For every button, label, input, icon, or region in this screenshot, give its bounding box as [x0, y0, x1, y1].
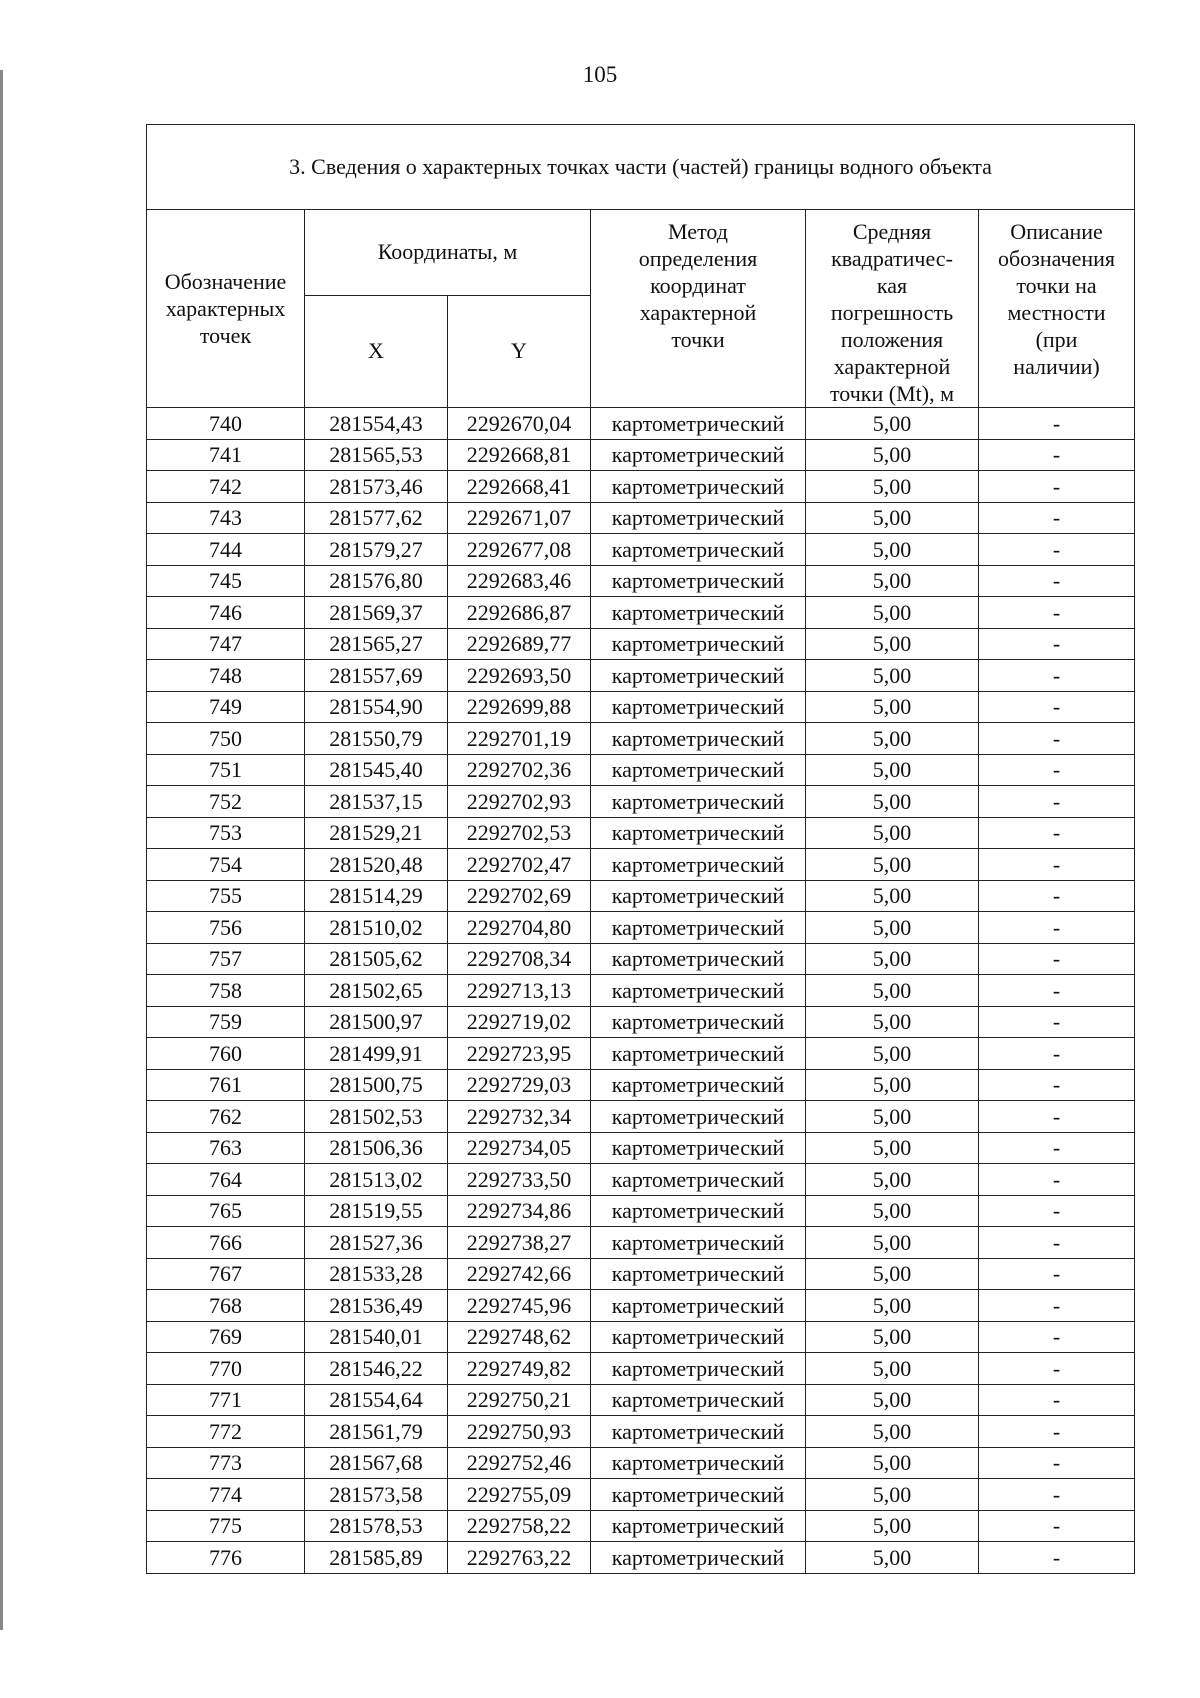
- table-row: [147, 502, 1135, 534]
- method-cell: картометрический: [591, 1321, 806, 1353]
- table-row: [147, 786, 1135, 818]
- x-cell: 281579,27: [305, 534, 448, 566]
- point-cell: 751: [147, 754, 305, 786]
- x-cell: 281527,36: [305, 1227, 448, 1259]
- method-cell: картометрический: [591, 912, 806, 944]
- point-cell: 769: [147, 1321, 305, 1353]
- method-cell: картометрический: [591, 565, 806, 597]
- x-cell: 281578,53: [305, 1510, 448, 1542]
- header-accuracy-line: характерной: [833, 354, 951, 379]
- point-cell: 756: [147, 912, 305, 944]
- accuracy-cell: 5,00: [806, 597, 979, 629]
- header-y: Y: [448, 295, 591, 407]
- description-cell: -: [979, 723, 1135, 755]
- accuracy-cell: 5,00: [806, 439, 979, 471]
- accuracy-cell: 5,00: [806, 912, 979, 944]
- y-cell: 2292755,09: [448, 1479, 591, 1511]
- description-cell: -: [979, 691, 1135, 723]
- x-cell: 281577,62: [305, 502, 448, 534]
- table-body: [147, 408, 1135, 1574]
- method-cell: картометрический: [591, 1542, 806, 1574]
- method-cell: картометрический: [591, 1006, 806, 1038]
- accuracy-cell: 5,00: [806, 1101, 979, 1133]
- y-cell: 2292758,22: [448, 1510, 591, 1542]
- header-accuracy-line: квадратичес-: [831, 246, 953, 271]
- table-row: [147, 534, 1135, 566]
- x-cell: 281546,22: [305, 1353, 448, 1385]
- y-cell: 2292699,88: [448, 691, 591, 723]
- x-cell: 281545,40: [305, 754, 448, 786]
- method-cell: картометрический: [591, 1164, 806, 1196]
- table-row: [147, 1101, 1135, 1133]
- description-cell: -: [979, 502, 1135, 534]
- table-row: [147, 471, 1135, 503]
- description-cell: -: [979, 880, 1135, 912]
- description-cell: -: [979, 1132, 1135, 1164]
- point-cell: 773: [147, 1447, 305, 1479]
- x-cell: 281510,02: [305, 912, 448, 944]
- point-cell: 752: [147, 786, 305, 818]
- accuracy-cell: 5,00: [806, 628, 979, 660]
- y-cell: 2292693,50: [448, 660, 591, 692]
- accuracy-cell: 5,00: [806, 1542, 979, 1574]
- accuracy-cell: 5,00: [806, 1510, 979, 1542]
- description-cell: -: [979, 1353, 1135, 1385]
- accuracy-cell: 5,00: [806, 880, 979, 912]
- description-cell: -: [979, 975, 1135, 1007]
- point-cell: 748: [147, 660, 305, 692]
- header-designation-line: точек: [199, 323, 252, 348]
- method-cell: картометрический: [591, 691, 806, 723]
- x-cell: 281529,21: [305, 817, 448, 849]
- y-cell: 2292763,22: [448, 1542, 591, 1574]
- method-cell: картометрический: [591, 975, 806, 1007]
- point-cell: 749: [147, 691, 305, 723]
- y-cell: 2292702,69: [448, 880, 591, 912]
- header-accuracy: [806, 210, 979, 408]
- method-cell: картометрический: [591, 534, 806, 566]
- boundary-points-table: [146, 124, 1135, 1574]
- accuracy-cell: 5,00: [806, 1321, 979, 1353]
- table-row: [147, 1447, 1135, 1479]
- point-cell: 753: [147, 817, 305, 849]
- accuracy-cell: 5,00: [806, 1384, 979, 1416]
- method-cell: картометрический: [591, 1479, 806, 1511]
- header-accuracy-line: погрешность: [830, 300, 954, 325]
- point-cell: 763: [147, 1132, 305, 1164]
- table-row: [147, 817, 1135, 849]
- description-cell: -: [979, 1101, 1135, 1133]
- y-cell: 2292704,80: [448, 912, 591, 944]
- x-cell: 281499,91: [305, 1038, 448, 1070]
- accuracy-cell: 5,00: [806, 1416, 979, 1448]
- description-cell: -: [979, 471, 1135, 503]
- y-cell: 2292689,77: [448, 628, 591, 660]
- table-row: [147, 1038, 1135, 1070]
- x-cell: 281550,79: [305, 723, 448, 755]
- method-cell: картометрический: [591, 502, 806, 534]
- table-row: [147, 1258, 1135, 1290]
- y-cell: 2292732,34: [448, 1101, 591, 1133]
- accuracy-cell: 5,00: [806, 786, 979, 818]
- description-cell: -: [979, 1227, 1135, 1259]
- description-cell: -: [979, 408, 1135, 440]
- scan-edge-mark: [0, 70, 3, 1630]
- point-cell: 742: [147, 471, 305, 503]
- description-cell: -: [979, 1069, 1135, 1101]
- description-cell: -: [979, 1384, 1135, 1416]
- header-accuracy-line: точки (Mt), м: [829, 381, 955, 406]
- y-cell: 2292752,46: [448, 1447, 591, 1479]
- header-description-line: (при: [1035, 327, 1078, 352]
- y-cell: 2292683,46: [448, 565, 591, 597]
- point-cell: 770: [147, 1353, 305, 1385]
- method-cell: картометрический: [591, 408, 806, 440]
- description-cell: -: [979, 1542, 1135, 1574]
- accuracy-cell: 5,00: [806, 502, 979, 534]
- point-cell: 741: [147, 439, 305, 471]
- header-description-line: Описание: [1010, 219, 1103, 244]
- accuracy-cell: 5,00: [806, 1164, 979, 1196]
- method-cell: картометрический: [591, 660, 806, 692]
- description-cell: -: [979, 1258, 1135, 1290]
- point-cell: 767: [147, 1258, 305, 1290]
- accuracy-cell: 5,00: [806, 1479, 979, 1511]
- table-row: [147, 408, 1135, 440]
- method-cell: картометрический: [591, 880, 806, 912]
- header-description-line: точки на: [1016, 273, 1097, 298]
- y-cell: 2292668,41: [448, 471, 591, 503]
- accuracy-cell: 5,00: [806, 1038, 979, 1070]
- y-cell: 2292733,50: [448, 1164, 591, 1196]
- x-cell: 281573,58: [305, 1479, 448, 1511]
- accuracy-cell: 5,00: [806, 943, 979, 975]
- table-row: [147, 975, 1135, 1007]
- x-cell: 281536,49: [305, 1290, 448, 1322]
- x-cell: 281502,53: [305, 1101, 448, 1133]
- method-cell: картометрический: [591, 1069, 806, 1101]
- header-designation: [147, 210, 305, 408]
- table-row: [147, 1132, 1135, 1164]
- description-cell: -: [979, 628, 1135, 660]
- description-cell: -: [979, 754, 1135, 786]
- header-description-line: местности: [1007, 300, 1106, 325]
- description-cell: -: [979, 1479, 1135, 1511]
- accuracy-cell: 5,00: [806, 1353, 979, 1385]
- x-cell: 281554,43: [305, 408, 448, 440]
- accuracy-cell: 5,00: [806, 1006, 979, 1038]
- y-cell: 2292734,05: [448, 1132, 591, 1164]
- table-row: [147, 1353, 1135, 1385]
- description-cell: -: [979, 1038, 1135, 1070]
- table-row: [147, 660, 1135, 692]
- x-cell: 281540,01: [305, 1321, 448, 1353]
- accuracy-cell: 5,00: [806, 1447, 979, 1479]
- y-cell: 2292734,86: [448, 1195, 591, 1227]
- x-cell: 281533,28: [305, 1258, 448, 1290]
- x-cell: 281505,62: [305, 943, 448, 975]
- table-row: [147, 723, 1135, 755]
- method-cell: картометрический: [591, 1258, 806, 1290]
- x-cell: 281585,89: [305, 1542, 448, 1574]
- x-cell: 281557,69: [305, 660, 448, 692]
- description-cell: -: [979, 534, 1135, 566]
- method-cell: картометрический: [591, 1510, 806, 1542]
- description-cell: -: [979, 1321, 1135, 1353]
- y-cell: 2292702,93: [448, 786, 591, 818]
- method-cell: картометрический: [591, 1290, 806, 1322]
- accuracy-cell: 5,00: [806, 1258, 979, 1290]
- method-cell: картометрический: [591, 471, 806, 503]
- table-row: [147, 1416, 1135, 1448]
- x-cell: 281573,46: [305, 471, 448, 503]
- description-cell: -: [979, 943, 1135, 975]
- point-cell: 774: [147, 1479, 305, 1511]
- x-cell: 281565,27: [305, 628, 448, 660]
- table-row: [147, 565, 1135, 597]
- header-method-line: координат: [650, 273, 746, 298]
- header-method-line: Метод: [668, 219, 728, 244]
- method-cell: картометрический: [591, 1132, 806, 1164]
- point-cell: 755: [147, 880, 305, 912]
- y-cell: 2292749,82: [448, 1353, 591, 1385]
- description-cell: -: [979, 1164, 1135, 1196]
- table-row: [147, 943, 1135, 975]
- method-cell: картометрический: [591, 817, 806, 849]
- y-cell: 2292702,47: [448, 849, 591, 881]
- page-number: 105: [582, 62, 618, 87]
- method-cell: картометрический: [591, 1384, 806, 1416]
- accuracy-cell: 5,00: [806, 754, 979, 786]
- table-row: [147, 1384, 1135, 1416]
- point-cell: 776: [147, 1542, 305, 1574]
- accuracy-cell: 5,00: [806, 975, 979, 1007]
- description-cell: -: [979, 849, 1135, 881]
- table-row: [147, 1195, 1135, 1227]
- x-cell: 281502,65: [305, 975, 448, 1007]
- point-cell: 759: [147, 1006, 305, 1038]
- accuracy-cell: 5,00: [806, 471, 979, 503]
- y-cell: 2292702,36: [448, 754, 591, 786]
- accuracy-cell: 5,00: [806, 1290, 979, 1322]
- table-row: [147, 880, 1135, 912]
- accuracy-cell: 5,00: [806, 408, 979, 440]
- description-cell: -: [979, 1195, 1135, 1227]
- accuracy-cell: 5,00: [806, 534, 979, 566]
- point-cell: 764: [147, 1164, 305, 1196]
- method-cell: картометрический: [591, 1101, 806, 1133]
- table-row: [147, 1069, 1135, 1101]
- x-cell: 281576,80: [305, 565, 448, 597]
- y-cell: 2292670,04: [448, 408, 591, 440]
- description-cell: -: [979, 817, 1135, 849]
- header-designation-line: характерных: [165, 296, 286, 321]
- y-cell: 2292719,02: [448, 1006, 591, 1038]
- method-cell: картометрический: [591, 1227, 806, 1259]
- table-row: [147, 1227, 1135, 1259]
- y-cell: 2292668,81: [448, 439, 591, 471]
- table-row: [147, 1006, 1135, 1038]
- point-cell: 761: [147, 1069, 305, 1101]
- x-cell: 281565,53: [305, 439, 448, 471]
- method-cell: картометрический: [591, 849, 806, 881]
- point-cell: 743: [147, 502, 305, 534]
- accuracy-cell: 5,00: [806, 1227, 979, 1259]
- point-cell: 775: [147, 1510, 305, 1542]
- table-row: [147, 754, 1135, 786]
- point-cell: 750: [147, 723, 305, 755]
- x-cell: 281514,29: [305, 880, 448, 912]
- header-accuracy-line: кая: [876, 273, 908, 298]
- table-row: [147, 1321, 1135, 1353]
- method-cell: картометрический: [591, 1038, 806, 1070]
- point-cell: 762: [147, 1101, 305, 1133]
- description-cell: -: [979, 1416, 1135, 1448]
- header-description-line: наличии): [1013, 354, 1100, 379]
- table-row: [147, 439, 1135, 471]
- y-cell: 2292686,87: [448, 597, 591, 629]
- accuracy-cell: 5,00: [806, 849, 979, 881]
- table-row: [147, 1479, 1135, 1511]
- x-cell: 281561,79: [305, 1416, 448, 1448]
- point-cell: 765: [147, 1195, 305, 1227]
- point-cell: 757: [147, 943, 305, 975]
- point-cell: 746: [147, 597, 305, 629]
- x-cell: 281500,75: [305, 1069, 448, 1101]
- point-cell: 754: [147, 849, 305, 881]
- description-cell: -: [979, 439, 1135, 471]
- header-accuracy-line: положения: [840, 327, 944, 352]
- y-cell: 2292708,34: [448, 943, 591, 975]
- description-cell: -: [979, 565, 1135, 597]
- header-description: [979, 210, 1135, 408]
- method-cell: картометрический: [591, 597, 806, 629]
- table-row: [147, 1290, 1135, 1322]
- point-cell: 745: [147, 565, 305, 597]
- method-cell: картометрический: [591, 723, 806, 755]
- method-cell: картометрический: [591, 439, 806, 471]
- y-cell: 2292750,21: [448, 1384, 591, 1416]
- point-cell: 771: [147, 1384, 305, 1416]
- y-cell: 2292723,95: [448, 1038, 591, 1070]
- point-cell: 760: [147, 1038, 305, 1070]
- description-cell: -: [979, 660, 1135, 692]
- header-accuracy-line: Средняя: [852, 219, 932, 244]
- table-row: [147, 628, 1135, 660]
- table-row: [147, 912, 1135, 944]
- header-description-line: обозначения: [997, 246, 1116, 271]
- method-cell: картометрический: [591, 786, 806, 818]
- description-cell: -: [979, 597, 1135, 629]
- header-x: X: [305, 295, 448, 407]
- x-cell: 281520,48: [305, 849, 448, 881]
- description-cell: -: [979, 1447, 1135, 1479]
- header-method: [591, 210, 806, 408]
- header-designation-line: Обозначение: [164, 269, 287, 294]
- accuracy-cell: 5,00: [806, 1132, 979, 1164]
- y-cell: 2292738,27: [448, 1227, 591, 1259]
- section-title: 3. Сведения о характерных точках части (частей) границы водного объекта: [147, 125, 1135, 210]
- description-cell: -: [979, 912, 1135, 944]
- accuracy-cell: 5,00: [806, 1195, 979, 1227]
- x-cell: 281506,36: [305, 1132, 448, 1164]
- table-row: [147, 1164, 1135, 1196]
- header-method-line: определения: [638, 246, 758, 271]
- y-cell: 2292748,62: [448, 1321, 591, 1353]
- point-cell: 772: [147, 1416, 305, 1448]
- accuracy-cell: 5,00: [806, 723, 979, 755]
- header-method-line: характерной: [639, 300, 757, 325]
- description-cell: -: [979, 1006, 1135, 1038]
- point-cell: 744: [147, 534, 305, 566]
- method-cell: картометрический: [591, 943, 806, 975]
- x-cell: 281569,37: [305, 597, 448, 629]
- point-cell: 768: [147, 1290, 305, 1322]
- x-cell: 281554,64: [305, 1384, 448, 1416]
- accuracy-cell: 5,00: [806, 565, 979, 597]
- description-cell: -: [979, 1290, 1135, 1322]
- header-coordinates: Координаты, м: [305, 210, 591, 296]
- method-cell: картометрический: [591, 754, 806, 786]
- y-cell: 2292702,53: [448, 817, 591, 849]
- table-row: [147, 597, 1135, 629]
- point-cell: 758: [147, 975, 305, 1007]
- method-cell: картометрический: [591, 1416, 806, 1448]
- x-cell: 281567,68: [305, 1447, 448, 1479]
- point-cell: 747: [147, 628, 305, 660]
- table-row: [147, 1510, 1135, 1542]
- accuracy-cell: 5,00: [806, 660, 979, 692]
- x-cell: 281500,97: [305, 1006, 448, 1038]
- table-row: [147, 849, 1135, 881]
- x-cell: 281554,90: [305, 691, 448, 723]
- method-cell: картометрический: [591, 1447, 806, 1479]
- method-cell: картометрический: [591, 628, 806, 660]
- point-cell: 740: [147, 408, 305, 440]
- accuracy-cell: 5,00: [806, 817, 979, 849]
- accuracy-cell: 5,00: [806, 1069, 979, 1101]
- point-cell: 766: [147, 1227, 305, 1259]
- header-method-line: точки: [671, 327, 725, 352]
- y-cell: 2292677,08: [448, 534, 591, 566]
- method-cell: картометрический: [591, 1195, 806, 1227]
- method-cell: картометрический: [591, 1353, 806, 1385]
- x-cell: 281519,55: [305, 1195, 448, 1227]
- table-row: [147, 691, 1135, 723]
- y-cell: 2292713,13: [448, 975, 591, 1007]
- description-cell: -: [979, 1510, 1135, 1542]
- table-row: [147, 1542, 1135, 1574]
- x-cell: 281537,15: [305, 786, 448, 818]
- y-cell: 2292671,07: [448, 502, 591, 534]
- description-cell: -: [979, 786, 1135, 818]
- y-cell: 2292729,03: [448, 1069, 591, 1101]
- y-cell: 2292742,66: [448, 1258, 591, 1290]
- x-cell: 281513,02: [305, 1164, 448, 1196]
- y-cell: 2292745,96: [448, 1290, 591, 1322]
- y-cell: 2292701,19: [448, 723, 591, 755]
- y-cell: 2292750,93: [448, 1416, 591, 1448]
- accuracy-cell: 5,00: [806, 691, 979, 723]
